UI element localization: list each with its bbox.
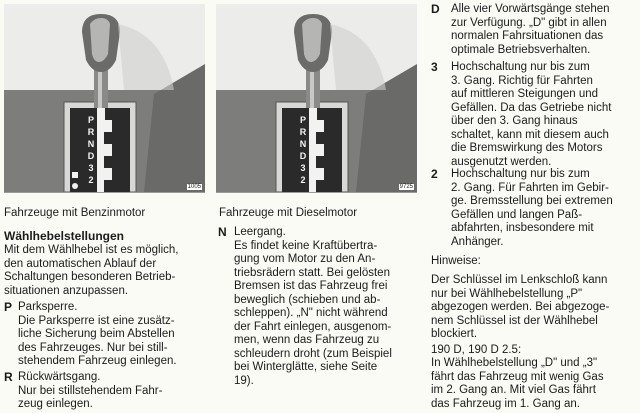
text-line: schleudern droht (zum Beispiel xyxy=(234,347,392,360)
text-line: blockiert. xyxy=(431,328,478,340)
text-line: auf mittleren Steigungen und xyxy=(451,88,599,100)
text-line: men, wenn das Fahrzeug zu xyxy=(234,334,380,346)
shift-lever-photo-diesel xyxy=(216,4,417,193)
text-line: Die Parksperre ist eine zusätz- xyxy=(18,314,175,327)
text-line: Nur bei stillstehendem Fahr- xyxy=(18,384,163,397)
position-description xyxy=(18,371,162,412)
text-line: beweglich (schieben und ab- xyxy=(234,293,381,306)
position-key: D xyxy=(431,2,440,16)
position-description xyxy=(18,301,177,369)
position-description xyxy=(451,3,610,57)
gate-label: N xyxy=(87,139,95,149)
notes-heading: Hinweise: xyxy=(431,255,481,267)
text-line: bei Winterglätte, siehe Seite xyxy=(234,361,378,373)
text-line: Hochschaltung nur bis zum xyxy=(451,61,590,73)
gate-label: R xyxy=(87,127,95,137)
text-line: ausgenutzt werden. xyxy=(451,155,552,168)
shift-lever-photo-petrol xyxy=(4,4,205,193)
figure-id-label: 1005 xyxy=(187,184,201,190)
gate-label: 3 xyxy=(88,163,94,173)
text-line: optimale Betriebsverhalten. xyxy=(451,43,591,56)
text-line: Der Schlüssel im Lenkschloß kann xyxy=(431,274,608,286)
section-heading: Wählhebelstellungen xyxy=(4,229,125,243)
text-line: liche Sicherung beim Abstellen xyxy=(18,328,175,340)
text-line: Hochschaltung nur bis zum xyxy=(451,168,590,180)
text-line: 2. Gang. Für Fahrten im Gebir- xyxy=(451,181,609,194)
position-description xyxy=(451,168,613,249)
gate-label-list xyxy=(298,114,308,186)
gate-label: D xyxy=(299,151,307,161)
position-key: N xyxy=(218,225,227,239)
gate-label: P xyxy=(87,115,94,125)
gate-label: N xyxy=(299,139,307,149)
text-line: der Fahrt einlegen, ausgenom- xyxy=(234,320,392,333)
text-line: In Wählhebelstellung „D" und „3" xyxy=(431,357,598,369)
text-line: nem Schlüssel ist der Wählhebel xyxy=(431,314,598,327)
text-line: gung vom Motor zu den An- xyxy=(234,253,376,265)
text-line: abgezogen werden. Bei abgezoge- xyxy=(431,301,610,313)
text-line: Alle vier Vorwärtsgänge stehen xyxy=(451,3,610,15)
text-line: Schaltungen besonderen Betrieb- xyxy=(4,271,176,283)
text-line: fährt das Fahrzeug mit wenig Gas xyxy=(431,370,604,383)
text-line: Es findet keine Kraftübertra- xyxy=(234,239,378,252)
text-line: schaltet, kann mit diesem auch xyxy=(451,128,609,141)
text-line: im 2. Gang an. Mit viel Gas fährt xyxy=(431,384,596,396)
text-line: 19). xyxy=(234,374,254,387)
gate-label: D xyxy=(87,151,95,161)
text-line: ge. Bremsstellung bei extremen xyxy=(451,195,613,207)
text-line: den automatischen Ablauf der xyxy=(4,257,157,270)
text-line: Mit dem Wählhebel ist es möglich, xyxy=(4,244,179,256)
text-line: nur bei Wählhebelstellung „P" xyxy=(431,287,583,300)
position-key: 3 xyxy=(431,60,438,74)
gate-label: R xyxy=(299,127,307,137)
text-line: das Fahrzeug im 1. Gang an. xyxy=(431,397,580,410)
text-line: schleppen). „N" nicht während xyxy=(234,307,388,319)
shift-lever-illustration xyxy=(216,4,417,192)
text-line: Bremsen ist das Fahrzeug frei xyxy=(234,280,388,292)
text-line: stehendem Fahrzeug einlegen. xyxy=(18,355,177,367)
text-line: Rückwärtsgang. xyxy=(18,371,101,383)
caption-petrol: Fahrzeuge mit Benzinmotor xyxy=(4,207,146,219)
notes-model-label: 190 D, 190 D 2.5: xyxy=(431,344,522,356)
text-line: Anhänger. xyxy=(451,235,504,248)
gate-label-list xyxy=(86,114,96,186)
position-description xyxy=(234,226,392,388)
notes-model-text xyxy=(431,357,636,411)
shift-lever-illustration xyxy=(4,4,205,192)
text-line: abfahrten, insbesondere mit xyxy=(451,222,594,234)
text-line: situationen anzupassen. xyxy=(4,284,129,297)
figure-id-label: 9725 xyxy=(399,184,413,190)
gate-label: 2 xyxy=(300,175,306,185)
gate-label: 2 xyxy=(88,175,94,185)
text-line: die Bremswirkung des Motors xyxy=(451,142,603,154)
text-line: normalen Fahrsituationen das xyxy=(451,30,604,42)
text-line: Gefällen und langen Paß- xyxy=(451,208,583,221)
text-line: Parksperre. xyxy=(18,301,78,313)
position-key: 2 xyxy=(431,167,438,181)
position-key: R xyxy=(4,370,13,384)
position-description xyxy=(451,61,611,169)
text-line: zeug einlegen. xyxy=(18,398,93,410)
text-line: 3. Gang. Richtig für Fahrten xyxy=(451,74,593,87)
gate-label: 3 xyxy=(300,163,306,173)
text-line: Leergang. xyxy=(234,226,286,238)
text-line: triebsrädern statt. Bei gelösten xyxy=(234,266,390,279)
notes-key-text xyxy=(431,274,636,342)
position-key: P xyxy=(4,300,13,314)
caption-diesel: Fahrzeuge mit Dieselmotor xyxy=(219,207,358,219)
section-intro xyxy=(4,244,209,298)
text-line: über den 3. Gang hinaus xyxy=(451,115,578,127)
text-line: zur Verfügung. „D" gibt in allen xyxy=(451,16,607,29)
text-line: Gefällen. Da das Getriebe nicht xyxy=(451,101,612,114)
text-line: des Fahrzeuges. Nur bei still- xyxy=(18,341,168,354)
gate-label: P xyxy=(299,115,306,125)
